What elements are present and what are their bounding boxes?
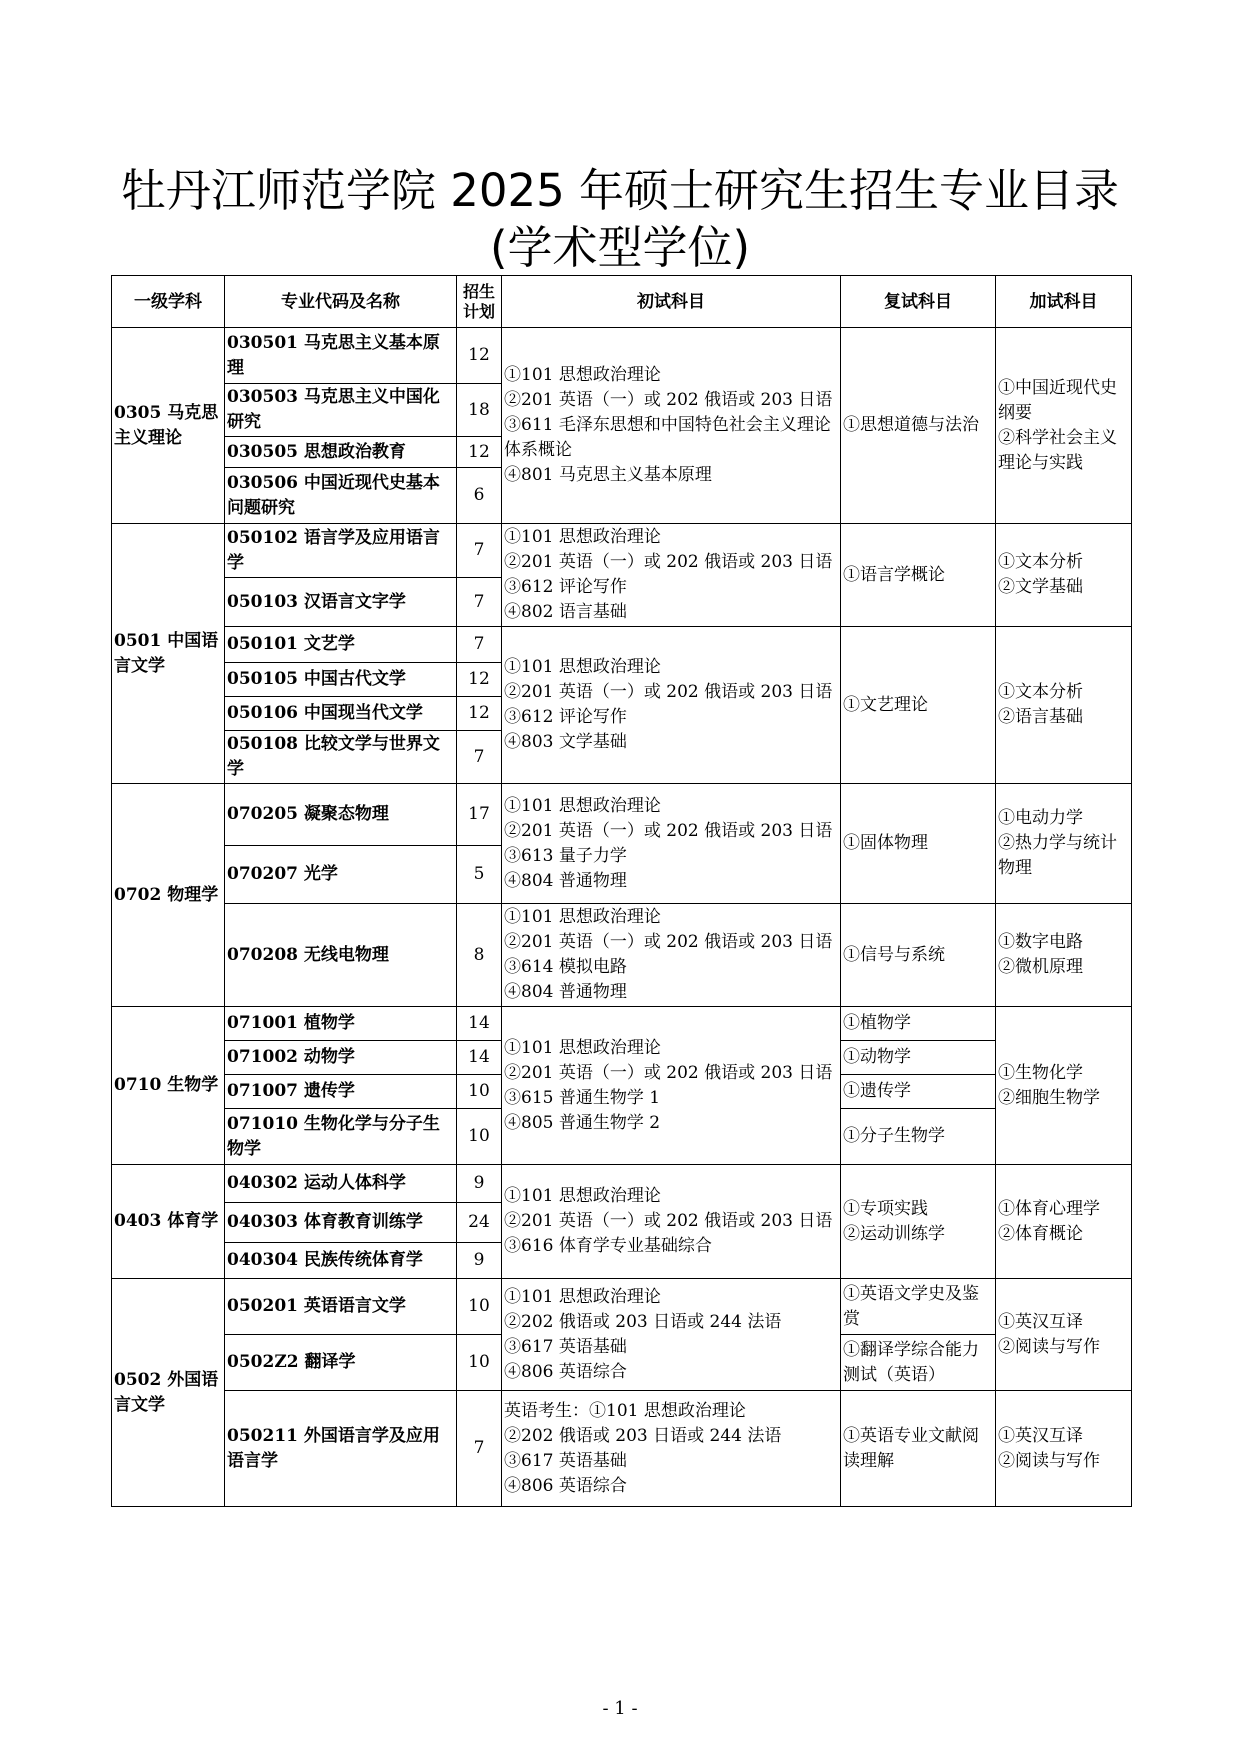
table-row bbox=[112, 1391, 1132, 1507]
additional-subjects-cell bbox=[996, 1391, 1132, 1507]
subject-line: ①101 思想政治理论 bbox=[504, 1186, 661, 1206]
subject-line: ②201 英语（一）或 202 俄语或 203 日语 bbox=[504, 552, 833, 572]
subject-line: ①中国近现代史纲要 bbox=[998, 377, 1117, 423]
additional-subjects-cell bbox=[996, 904, 1132, 1007]
additional-subjects-cell bbox=[996, 328, 1132, 524]
table-row bbox=[112, 1279, 1132, 1335]
retest-subjects-cell bbox=[841, 328, 996, 524]
major-cell: 050106 中国现当代文学 bbox=[225, 697, 457, 731]
retest-subjects-cell bbox=[841, 1391, 996, 1507]
subject-line: ①动物学 bbox=[843, 1047, 911, 1067]
subject-line: ①文艺理论 bbox=[843, 694, 928, 715]
subject-line: ④802 语言基础 bbox=[504, 602, 627, 622]
page-title: 牡丹江师范学院 2025 年硕士研究生招生专业目录 bbox=[120, 164, 1120, 217]
major-cell: 030506 中国近现代史基本问题研究 bbox=[225, 468, 457, 524]
header-plan-line: 招生 bbox=[462, 281, 495, 301]
major-cell: 0502Z2 翻译学 bbox=[225, 1335, 457, 1391]
retest-subjects-cell bbox=[841, 1109, 996, 1165]
subject-line: ①语言学概论 bbox=[843, 564, 945, 585]
plan-cell: 5 bbox=[457, 846, 502, 904]
initial-subjects-cell bbox=[502, 904, 841, 1007]
subject-line: ③613 量子力学 bbox=[504, 845, 627, 866]
discipline-cell: 0403 体育学 bbox=[112, 1165, 225, 1279]
subject-line: ①101 思想政治理论 bbox=[504, 527, 661, 547]
subject-line: ②体育概论 bbox=[998, 1223, 1083, 1244]
retest-subjects-cell bbox=[841, 524, 996, 627]
subject-line: ①数字电路 bbox=[998, 932, 1083, 952]
subject-line: ③611 毛泽东思想和中国特色社会主义理论体系概论 bbox=[504, 415, 831, 460]
header-plan bbox=[457, 276, 502, 328]
retest-subjects-cell bbox=[841, 627, 996, 784]
enrollment-catalog-table bbox=[111, 275, 1132, 1507]
major-cell: 040303 体育教育训练学 bbox=[225, 1203, 457, 1243]
retest-subjects-cell bbox=[841, 1007, 996, 1041]
subject-line: ①101 思想政治理论 bbox=[504, 1286, 661, 1307]
plan-cell: 8 bbox=[457, 904, 502, 1007]
plan-cell: 14 bbox=[457, 1041, 502, 1075]
subject-line: ①翻译学综合能力测试（英语） bbox=[843, 1339, 979, 1385]
subject-line: ③617 英语基础 bbox=[504, 1450, 627, 1471]
plan-cell: 12 bbox=[457, 328, 502, 384]
major-cell: 070208 无线电物理 bbox=[225, 904, 457, 1007]
major-cell: 071002 动物学 bbox=[225, 1041, 457, 1075]
major-cell: 071001 植物学 bbox=[225, 1007, 457, 1041]
plan-cell: 7 bbox=[457, 1391, 502, 1507]
initial-subjects-cell bbox=[502, 524, 841, 627]
retest-subjects-cell bbox=[841, 784, 996, 904]
initial-subjects-cell bbox=[502, 1279, 841, 1391]
subject-line: ②阅读与写作 bbox=[998, 1336, 1100, 1357]
subject-line: 英语考生：①101 思想政治理论 bbox=[504, 1400, 746, 1421]
plan-cell: 24 bbox=[457, 1203, 502, 1243]
subject-line: ①电动力学 bbox=[998, 808, 1083, 828]
header-major: 专业代码及名称 bbox=[225, 276, 457, 328]
subject-line: ①植物学 bbox=[843, 1013, 911, 1033]
table-row bbox=[112, 904, 1132, 1007]
additional-subjects-cell bbox=[996, 1279, 1132, 1391]
subject-line: ①101 思想政治理论 bbox=[504, 907, 661, 927]
subject-line: ①101 思想政治理论 bbox=[504, 365, 661, 385]
retest-subjects-cell bbox=[841, 1165, 996, 1279]
header-additional: 加试科目 bbox=[996, 276, 1132, 328]
plan-cell: 10 bbox=[457, 1279, 502, 1335]
subject-line: ③615 普通生物学 1 bbox=[504, 1087, 661, 1108]
subject-line: ①101 思想政治理论 bbox=[504, 795, 661, 816]
major-cell: 071010 生物化学与分子生物学 bbox=[225, 1109, 457, 1165]
table-row bbox=[112, 1165, 1132, 1203]
plan-cell: 7 bbox=[457, 578, 502, 627]
table-header-row bbox=[112, 276, 1132, 328]
subject-line: ③616 体育学专业基础综合 bbox=[504, 1236, 712, 1256]
table-row bbox=[112, 328, 1132, 384]
subject-line: ②201 英语（一）或 202 俄语或 203 日语 bbox=[504, 932, 833, 952]
header-plan-line: 计划 bbox=[462, 301, 495, 321]
retest-subjects-cell bbox=[841, 1279, 996, 1335]
initial-subjects-cell bbox=[502, 1391, 841, 1507]
header-retest: 复试科目 bbox=[841, 276, 996, 328]
discipline-cell: 0502 外国语言文学 bbox=[112, 1279, 225, 1507]
subject-line: ①思想道德与法治 bbox=[843, 415, 979, 435]
plan-cell: 9 bbox=[457, 1165, 502, 1203]
subject-line: ②201 英语（一）或 202 俄语或 203 日语 bbox=[504, 1062, 833, 1083]
major-cell: 050108 比较文学与世界文学 bbox=[225, 731, 457, 784]
discipline-cell: 0702 物理学 bbox=[112, 784, 225, 1007]
table-row bbox=[112, 627, 1132, 663]
subject-line: ①信号与系统 bbox=[843, 944, 945, 965]
plan-cell: 18 bbox=[457, 384, 502, 437]
subject-line: ②202 俄语或 203 日语或 244 法语 bbox=[504, 1311, 782, 1332]
subject-line: ①体育心理学 bbox=[998, 1198, 1100, 1219]
initial-subjects-cell bbox=[502, 784, 841, 904]
subject-line: ②微机原理 bbox=[998, 957, 1083, 977]
subject-line: ①英汉互译 bbox=[998, 1425, 1083, 1446]
major-cell: 050101 文艺学 bbox=[225, 627, 457, 663]
subject-line: ④806 英语综合 bbox=[504, 1361, 627, 1382]
subject-line: ③617 英语基础 bbox=[504, 1336, 627, 1357]
plan-cell: 7 bbox=[457, 627, 502, 663]
subject-line: ①专项实践 bbox=[843, 1198, 928, 1219]
major-cell: 030503 马克思主义中国化研究 bbox=[225, 384, 457, 437]
subject-line: ③612 评论写作 bbox=[504, 707, 627, 727]
plan-cell: 10 bbox=[457, 1335, 502, 1391]
subject-line: ①生物化学 bbox=[998, 1062, 1083, 1083]
major-cell: 040302 运动人体科学 bbox=[225, 1165, 457, 1203]
plan-cell: 12 bbox=[457, 663, 502, 697]
subject-line: ②细胞生物学 bbox=[998, 1087, 1100, 1108]
plan-cell: 9 bbox=[457, 1243, 502, 1279]
major-cell: 070207 光学 bbox=[225, 846, 457, 904]
additional-subjects-cell bbox=[996, 784, 1132, 904]
page-subtitle: (学术型学位) bbox=[489, 221, 751, 274]
plan-cell: 6 bbox=[457, 468, 502, 524]
subject-line: ①分子生物学 bbox=[843, 1126, 945, 1146]
major-cell: 050102 语言学及应用语言学 bbox=[225, 524, 457, 578]
subject-line: ④801 马克思主义基本原理 bbox=[504, 465, 712, 485]
subject-line: ②科学社会主义理论与实践 bbox=[998, 427, 1117, 473]
plan-cell: 7 bbox=[457, 731, 502, 784]
plan-cell: 12 bbox=[457, 437, 502, 468]
subject-line: ②运动训练学 bbox=[843, 1223, 945, 1244]
plan-cell: 12 bbox=[457, 697, 502, 731]
discipline-cell: 0305 马克思主义理论 bbox=[112, 328, 225, 524]
major-cell: 070205 凝聚态物理 bbox=[225, 784, 457, 846]
subject-line: ③612 评论写作 bbox=[504, 577, 627, 597]
plan-cell: 7 bbox=[457, 524, 502, 578]
subject-line: ②文学基础 bbox=[998, 577, 1083, 597]
plan-cell: 14 bbox=[457, 1007, 502, 1041]
subject-line: ①文本分析 bbox=[998, 552, 1083, 572]
subject-line: ①固体物理 bbox=[843, 833, 928, 853]
additional-subjects-cell bbox=[996, 627, 1132, 784]
subject-line: ①文本分析 bbox=[998, 682, 1083, 702]
retest-subjects-cell bbox=[841, 1335, 996, 1391]
table-row bbox=[112, 784, 1132, 846]
subject-line: ③614 模拟电路 bbox=[504, 957, 627, 977]
major-cell: 030501 马克思主义基本原理 bbox=[225, 328, 457, 384]
subject-line: ④804 普通物理 bbox=[504, 982, 627, 1002]
initial-subjects-cell bbox=[502, 627, 841, 784]
subject-line: ④803 文学基础 bbox=[504, 732, 627, 752]
retest-subjects-cell bbox=[841, 1075, 996, 1109]
additional-subjects-cell bbox=[996, 1007, 1132, 1165]
subject-line: ④804 普通物理 bbox=[504, 870, 627, 891]
subject-line: ②201 英语（一）或 202 俄语或 203 日语 bbox=[504, 820, 833, 841]
discipline-cell: 0501 中国语言文学 bbox=[112, 524, 225, 784]
major-cell: 030505 思想政治教育 bbox=[225, 437, 457, 468]
subject-line: ②202 俄语或 203 日语或 244 法语 bbox=[504, 1425, 782, 1446]
subject-line: ②201 英语（一）或 202 俄语或 203 日语 bbox=[504, 1211, 833, 1231]
subject-line: ①英语专业文献阅读理解 bbox=[843, 1425, 979, 1471]
major-cell: 050103 汉语言文字学 bbox=[225, 578, 457, 627]
initial-subjects-cell bbox=[502, 328, 841, 524]
retest-subjects-cell bbox=[841, 1041, 996, 1075]
subject-line: ②热力学与统计物理 bbox=[998, 833, 1117, 878]
additional-subjects-cell bbox=[996, 1165, 1132, 1279]
subject-line: ②语言基础 bbox=[998, 707, 1083, 727]
major-cell: 071007 遗传学 bbox=[225, 1075, 457, 1109]
major-cell: 050211 外国语言学及应用语言学 bbox=[225, 1391, 457, 1507]
header-discipline: 一级学科 bbox=[112, 276, 225, 328]
retest-subjects-cell bbox=[841, 904, 996, 1007]
plan-cell: 10 bbox=[457, 1075, 502, 1109]
subject-line: ①英语文学史及鉴赏 bbox=[843, 1283, 979, 1329]
subject-line: ①101 思想政治理论 bbox=[504, 657, 661, 677]
subject-line: ②201 英语（一）或 202 俄语或 203 日语 bbox=[504, 390, 833, 410]
additional-subjects-cell bbox=[996, 524, 1132, 627]
page-number: - 1 - bbox=[602, 1698, 638, 1719]
initial-subjects-cell bbox=[502, 1165, 841, 1279]
major-cell: 050201 英语语言文学 bbox=[225, 1279, 457, 1335]
subject-line: ①101 思想政治理论 bbox=[504, 1037, 661, 1058]
table-row bbox=[112, 524, 1132, 578]
major-cell: 050105 中国古代文学 bbox=[225, 663, 457, 697]
subject-line: ②201 英语（一）或 202 俄语或 203 日语 bbox=[504, 682, 833, 702]
subject-line: ①英汉互译 bbox=[998, 1311, 1083, 1332]
discipline-cell: 0710 生物学 bbox=[112, 1007, 225, 1165]
subject-line: ①遗传学 bbox=[843, 1081, 911, 1101]
major-cell: 040304 民族传统体育学 bbox=[225, 1243, 457, 1279]
initial-subjects-cell bbox=[502, 1007, 841, 1165]
subject-line: ④806 英语综合 bbox=[504, 1475, 627, 1496]
plan-cell: 10 bbox=[457, 1109, 502, 1165]
table-row bbox=[112, 1007, 1132, 1041]
subject-line: ②阅读与写作 bbox=[998, 1450, 1100, 1471]
header-initial: 初试科目 bbox=[502, 276, 841, 328]
plan-cell: 17 bbox=[457, 784, 502, 846]
subject-line: ④805 普通生物学 2 bbox=[504, 1112, 661, 1133]
